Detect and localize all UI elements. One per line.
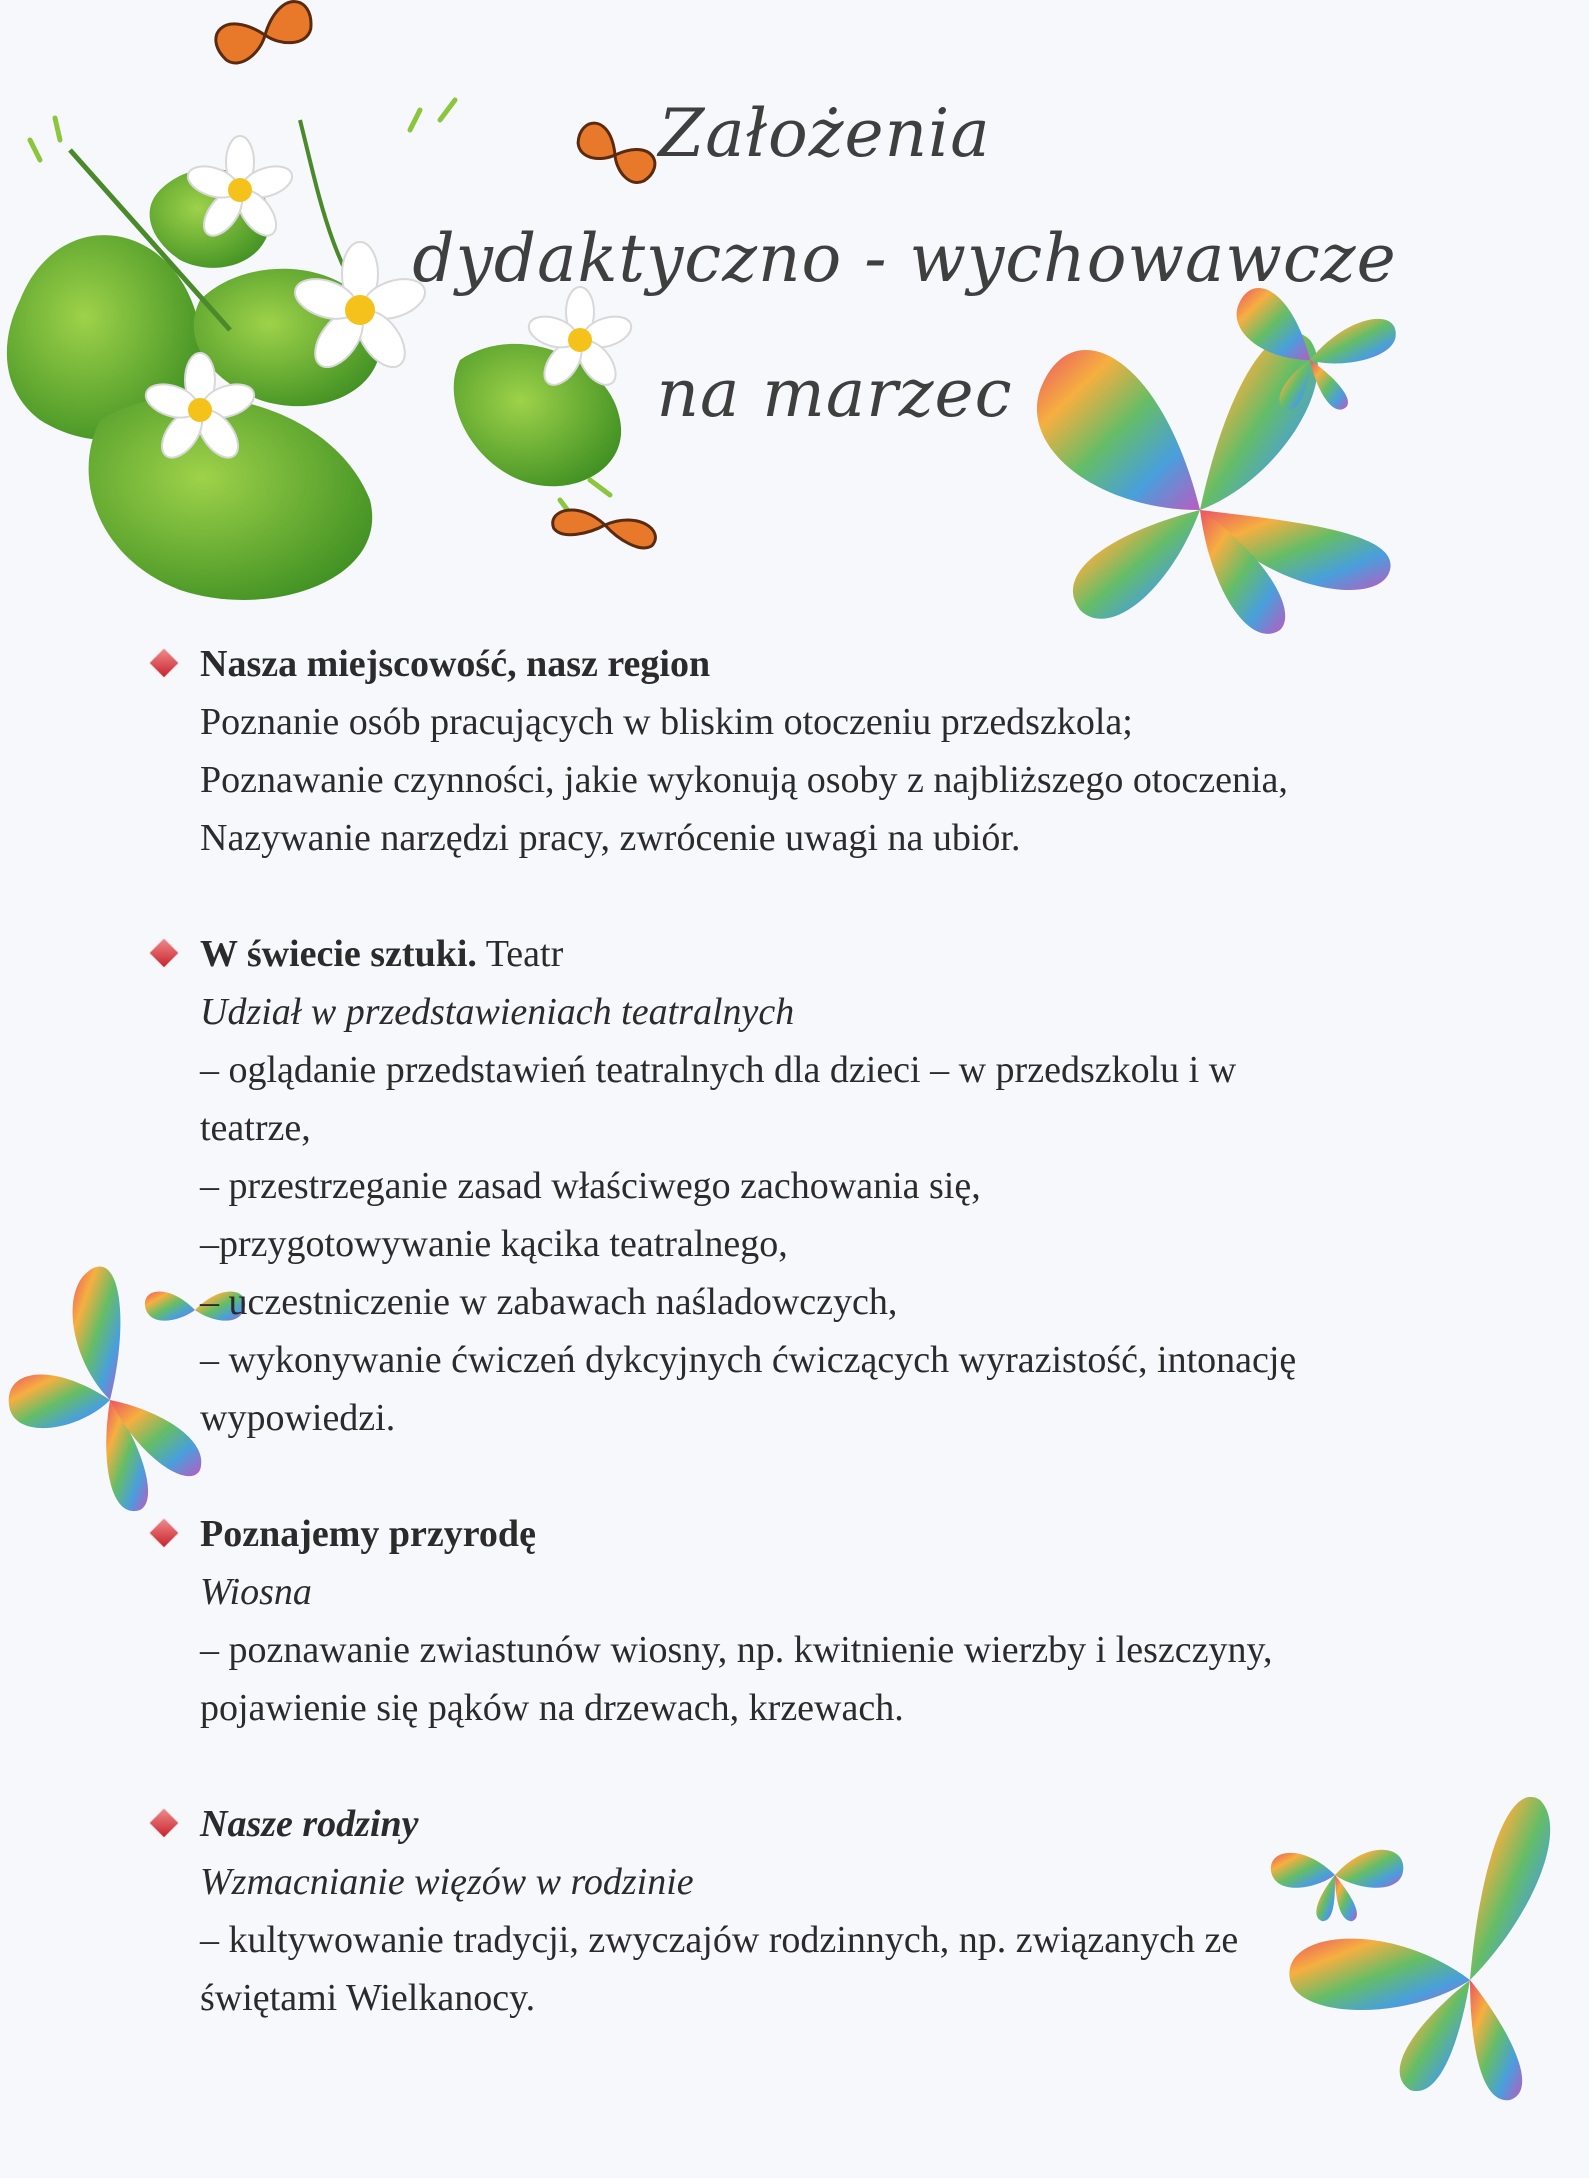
content-body	[150, 635, 1520, 2085]
section-line: Nazywanie narzędzi pracy, zwrócenie uwagi na ubiór.	[200, 817, 1021, 859]
title-line-2: dydaktyczno - wychowawcze	[412, 220, 1397, 297]
section-heading: Nasze rodziny	[200, 1803, 419, 1845]
section-line: – wykonywanie ćwiczeń dykcyjnych ćwiczących wyrazistość, intonację	[200, 1339, 1297, 1381]
section-region	[150, 635, 1520, 867]
section-art	[150, 925, 1520, 1447]
title-line-3: na marzec	[656, 355, 1013, 432]
section-heading: Nasza miejscowość, nasz region	[200, 643, 711, 685]
diamond-bullet-icon	[150, 939, 178, 967]
section-subtitle: Udział w przedstawieniach teatralnych	[200, 991, 795, 1033]
section-line: –przygotowywanie kącika teatralnego,	[200, 1223, 788, 1265]
section-line: pojawienie się pąków na drzewach, krzewach.	[200, 1687, 904, 1729]
section-heading: Poznajemy przyrodę	[200, 1513, 536, 1555]
section-line: – uczestniczenie w zabawach naśladowczych,	[200, 1281, 898, 1323]
section-line: – przestrzeganie zasad właściwego zachowania się,	[200, 1165, 981, 1207]
section-nature	[150, 1505, 1520, 1737]
section-heading-suffix: Teatr	[476, 933, 564, 975]
diamond-bullet-icon	[150, 1519, 178, 1547]
section-line: teatrze,	[200, 1107, 311, 1149]
section-subtitle: Wzmacnianie więzów w rodzinie	[200, 1861, 694, 1903]
section-family	[150, 1795, 1520, 2027]
section-line: Poznanie osób pracujących w bliskim otoczeniu przedszkola;	[200, 701, 1133, 743]
section-heading: W świecie sztuki.	[200, 933, 477, 975]
section-line: – kultywowanie tradycji, zwyczajów rodzinnych, np. związanych ze	[200, 1919, 1239, 1961]
flower-branch-icon	[7, 100, 635, 600]
section-subtitle: Wiosna	[200, 1571, 312, 1613]
section-line: – oglądanie przedstawień teatralnych dla dzieci – w przedszkolu i w	[200, 1049, 1237, 1091]
title-line-1: Założenia	[658, 95, 991, 172]
diamond-bullet-icon	[150, 1809, 178, 1837]
section-line: wypowiedzi.	[200, 1397, 396, 1439]
section-line: – poznawanie zwiastunów wiosny, np. kwitnienie wierzby i leszczyny,	[200, 1629, 1273, 1671]
diamond-bullet-icon	[150, 649, 178, 677]
section-line: Poznawanie czynności, jakie wykonują osoby z najbliższego otoczenia,	[200, 759, 1288, 801]
section-line: świętami Wielkanocy.	[200, 1977, 536, 2019]
